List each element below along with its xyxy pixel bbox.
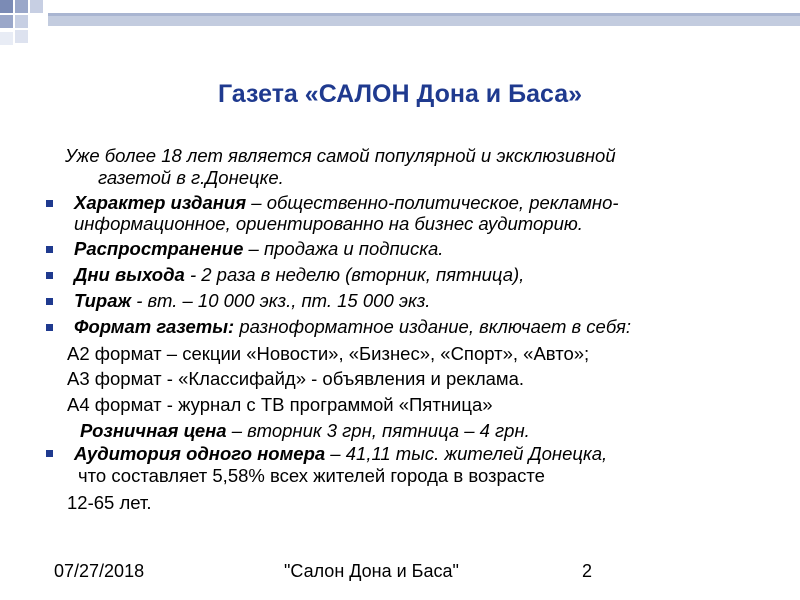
footer-date: 07/27/2018 [54, 561, 145, 581]
audience-line-1: Аудитория одного номера – 41,11 тыс. жителей Донецка, [74, 443, 608, 464]
bullet-icon [46, 450, 53, 457]
item-5: Формат газеты: разноформатное издание, включает в себя: [74, 316, 632, 337]
item-2: Распространение – продажа и подписка. [74, 238, 444, 259]
footer-title: "Салон Дона и Баса" [284, 561, 459, 581]
item-1-line-1: Характер издания – общественно-политическое, рекламно- [74, 192, 619, 213]
bullet-icon [46, 272, 53, 279]
bullet-icon [46, 324, 53, 331]
price-line: Розничная цена – вторник 3 грн, пятница – 4 грн. [80, 420, 530, 441]
footer-page-number: 2 [582, 561, 593, 581]
slide-title: Газета «САЛОН Дона и Баса» [217, 80, 583, 108]
format-a3: А3 формат - «Классифайд» - объявления и реклама. [67, 368, 525, 389]
item-1-line-2: информационное, ориентированно на бизнес аудиторию. [74, 213, 583, 234]
format-a2: А2 формат – секции «Новости», «Бизнес», «Спорт», «Авто»; [67, 343, 590, 364]
bullet-icon [46, 298, 53, 305]
audience-line-2: что составляет 5,58% всех жителей города в возрасте [78, 465, 545, 486]
intro-line-1: Уже более 18 лет является самой популярной и эксклюзивной [65, 145, 616, 166]
format-a4: А4 формат - журнал с ТВ программой «Пятница» [67, 394, 493, 415]
item-3: Дни выхода - 2 раза в неделю (вторник, пятница), [74, 264, 525, 285]
intro-line-2: газетой в г.Донецке. [98, 167, 284, 188]
bullet-icon [46, 246, 53, 253]
corner-decoration [0, 0, 800, 60]
item-4: Тираж - вт. – 10 000 экз., пт. 15 000 экз. [74, 290, 431, 311]
audience-line-3: 12-65 лет. [67, 492, 152, 513]
bullet-icon [46, 200, 53, 207]
